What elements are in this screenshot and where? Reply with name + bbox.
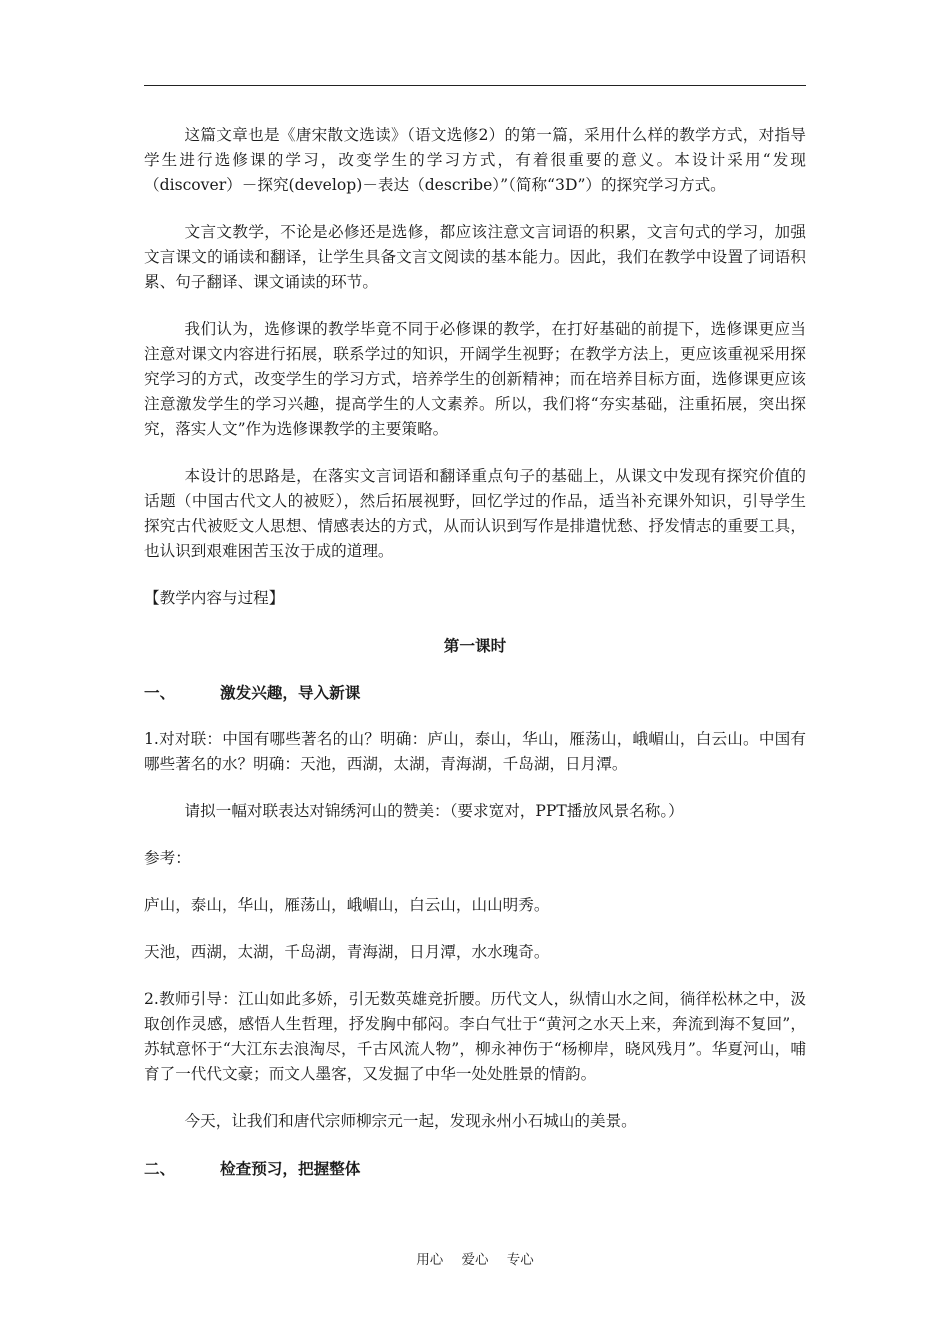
paragraph-classical-teaching: 文言文教学，不论是必修还是选修，都应该注意文言词语的积累，文言句式的学习，加强文言课文的诵读和翻译，让学生具备文言文阅读的基本能力。因此，我们在教学中设置了词语积累、句子翻译、课文诵读的环节。 [144,223,806,291]
heading-one-number: 一、 [144,683,176,702]
paragraph-design-idea: 本设计的思路是，在落实文言词语和翻译重点句子的基础上，从课文中发现有探究价值的话题（中国古代文人的被贬），然后拓展视野，回忆学过的作品，适当补充课外知识，引导学生探究古代被贬文人思想、情感表达的方式，从而认识到写作是排遣忧愁、抒发情志的重要工具，也认识到艰难困苦玉汝于成的道理。 [144,467,806,560]
paragraph-teacher-guide: 2.教师引导：江山如此多娇，引无数英雄竞折腰。历代文人，纵情山水之间，徜徉松林之中，汲取创作灵感，感悟人生哲理，抒发胸中郁闷。李白气壮于“黄河之水天上来，奔流到海不复回”，苏轼意怀于“大江东去浪淘尽，千古风流人物”，柳永神伤于“杨柳岸，晓风残月”。华夏河山，哺育了一代代文豪；而文人墨客，又发掘了中华一处处胜景的情韵。 [144,990,806,1083]
paragraph-reference-label: 参考： [144,849,191,867]
lesson-title: 第一课时 [443,636,507,655]
paragraph-today: 今天，让我们和唐代宗师柳宗元一起，发现永州小石城山的美景。 [184,1112,637,1130]
heading-two [144,1156,806,1181]
paragraph-couplet-waters: 天池，西湖，太湖，千岛湖，青海湖，日月潭，水水瑰奇。 [144,943,550,961]
heading-one [144,680,806,705]
paragraph-couplet-mountains: 庐山，泰山，华山，雁荡山，峨嵋山，白云山，山山明秀。 [144,896,550,914]
heading-two-number: 二、 [144,1159,176,1178]
heading-one-text: 激发兴趣，导入新课 [220,683,361,702]
heading-two-text: 检查预习，把握整体 [220,1159,361,1178]
footer-word-3: 专心 [506,1252,534,1268]
paragraph-couplet-task: 请拟一幅对联表达对锦绣河山的赞美：（要求宽对，PPT播放风景名称。） [184,802,684,820]
paragraph-intro: 这篇文章也是《唐宋散文选读》（语文选修2）的第一篇，采用什么样的教学方式，对指导学生进行选修课的学习，改变学生的学习方式，有着很重要的意义。本设计采用“发现（discover）－探究(develop)－表达（describe）”（简称“3D”）的探究学习方式。 [144,126,806,194]
page-footer [0,1248,950,1268]
paragraph-couplet-question: 1.对对联：中国有哪些著名的山？明确：庐山，泰山，华山，雁荡山，峨嵋山，白云山。中国有哪些著名的水？明确：天池，西湖，太湖，青海湖，千岛湖，日月潭。 [144,730,806,773]
document-body [144,123,806,1203]
footer-word-1: 用心 [416,1252,444,1268]
paragraph-elective-strategy: 我们认为，选修课的教学毕竟不同于必修课的教学，在打好基础的前提下，选修课更应当注意对课文内容进行拓展，联系学过的知识，开阔学生视野；在教学方法上，更应该重视采用探究学习的方式，改变学生的学习方式，培养学生的创新精神；而在培养目标方面，选修课更应该注意激发学生的学习兴趣，提高学生的人文素养。所以，我们将“夯实基础，注重拓展，突出探究，落实人文”作为选修课教学的主要策略。 [144,320,806,438]
header-rule [144,85,806,86]
footer-word-2: 爱心 [461,1252,489,1268]
section-label: 【教学内容与过程】 [144,589,285,607]
